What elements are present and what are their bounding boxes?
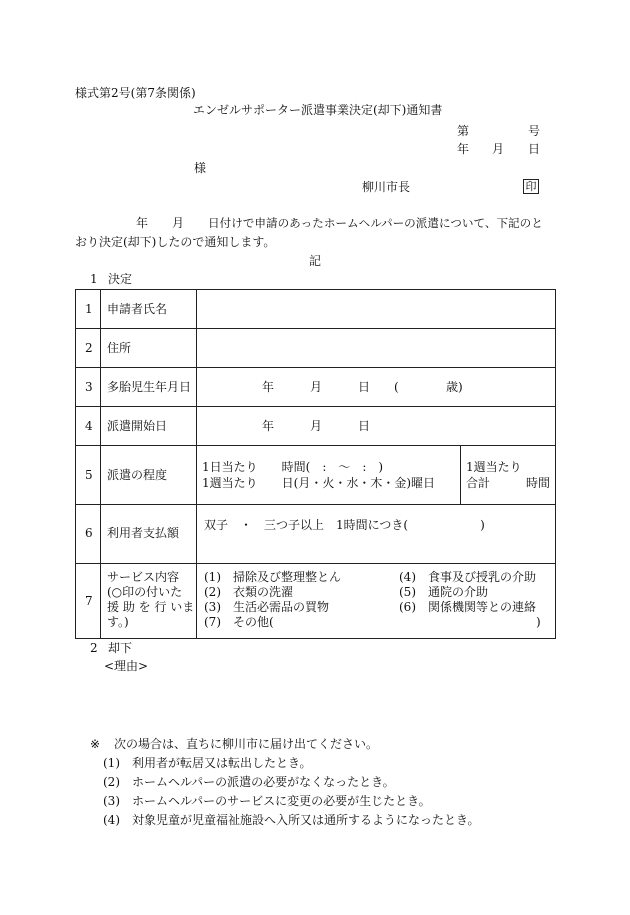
birth-year: 年 (262, 380, 275, 394)
seal-mark: 印 (523, 179, 539, 194)
note-item: (3) ホームヘルパーのサービスに変更の必要が生じたとき。 (103, 794, 431, 808)
section2-number: 2 (90, 641, 98, 655)
note-item: (2) ホームヘルパーの派遣の必要がなくなったとき。 (103, 775, 395, 789)
issuer-name: 柳川市長 (362, 180, 411, 194)
doc-number-prefix: 第 (457, 124, 470, 138)
addressee-suffix: 様 (194, 161, 207, 175)
note-intro: 次の場合は、直ちに柳川市に届け出てください。 (114, 737, 379, 751)
start-day: 日 (358, 419, 371, 433)
date-month: 月 (492, 142, 505, 156)
service-label-line: 援 助 を 行 いま (107, 600, 195, 614)
service-label-line: サービス内容 (107, 570, 180, 584)
row-number: 1 (85, 302, 93, 316)
date-year: 年 (457, 142, 470, 156)
col-divider (100, 290, 101, 638)
start-year: 年 (262, 419, 275, 433)
note-mark: ※ (90, 737, 101, 751)
row-number: 3 (85, 380, 93, 394)
service-item: (5) 通院の介助 (399, 585, 488, 599)
birth-month: 月 (310, 380, 323, 394)
body-line1: 日付けで申請のあったホームヘルパーの派遣について、下記のと (208, 216, 543, 230)
row-divider (76, 406, 555, 407)
payment-value: 双子 ・ 三つ子以上 1時間につき( ) (204, 518, 485, 532)
decision-table (75, 289, 556, 639)
body-year: 年 (136, 216, 149, 230)
date-day: 日 (528, 142, 541, 156)
doc-number-suffix: 号 (528, 124, 541, 138)
row-divider (76, 504, 555, 505)
body-month: 月 (172, 216, 185, 230)
col-divider (196, 290, 197, 638)
birth-day: 日 (358, 380, 371, 394)
service-item: (4) 食事及び授乳の介助 (399, 570, 536, 584)
row-label: 住所 (107, 341, 132, 355)
row-label: 利用者支払額 (107, 526, 180, 540)
age-open: ( (394, 380, 399, 394)
row-label: 申請者氏名 (107, 302, 168, 316)
body-line2: おり決定(却下)したので通知します。 (75, 235, 276, 249)
row-divider (76, 563, 555, 564)
section1-label: 決定 (108, 272, 133, 286)
service-item: (2) 衣類の洗濯 (204, 585, 293, 599)
service-item: (1) 掃除及び整理整とん (204, 570, 341, 584)
row-number: 5 (85, 468, 93, 482)
age-close: 歳) (446, 380, 463, 394)
row-divider (76, 445, 555, 446)
section1-number: 1 (90, 272, 98, 286)
reason-label: <理由> (104, 659, 149, 673)
row-number: 4 (85, 419, 93, 433)
form-number: 様式第2号(第7条関係) (75, 86, 196, 100)
note-item: (1) 利用者が転居又は転出したとき。 (103, 756, 312, 770)
service-label-line: す。) (107, 615, 129, 629)
service-item: (7) その他( (204, 615, 274, 629)
weekly-total: 合計 時間 (466, 476, 551, 490)
note-item: (4) 対象児童が児童福祉施設へ入所又は通所するようになったとき。 (103, 813, 480, 827)
ki-heading: 記 (309, 254, 322, 268)
row-divider (76, 328, 555, 329)
col-divider (460, 445, 461, 504)
service-item: (3) 生活必需品の買物 (204, 600, 329, 614)
dispatch-per-week: 1週当たり 日(月・火・水・木・金)曜日 (202, 476, 435, 490)
document-title: エンゼルサポーター派遣事業決定(却下)通知書 (193, 103, 443, 117)
service-item: (6) 関係機関等との連絡 (399, 600, 536, 614)
weekly-label: 1週当たり (466, 460, 522, 474)
row-label: 派遣開始日 (107, 419, 168, 433)
section2-label: 却下 (108, 641, 133, 655)
row-label: 派遣の程度 (107, 468, 168, 482)
service-label-line: (○印の付いた (107, 585, 183, 599)
row-number: 7 (85, 594, 93, 608)
row-label: 多胎児生年月日 (107, 380, 192, 394)
dispatch-per-day: 1日当たり 時間( : 〜 : ) (202, 460, 384, 474)
row-divider (76, 367, 555, 368)
start-month: 月 (310, 419, 323, 433)
row-number: 6 (85, 526, 93, 540)
row-number: 2 (85, 341, 93, 355)
other-close-paren: ) (536, 615, 541, 629)
